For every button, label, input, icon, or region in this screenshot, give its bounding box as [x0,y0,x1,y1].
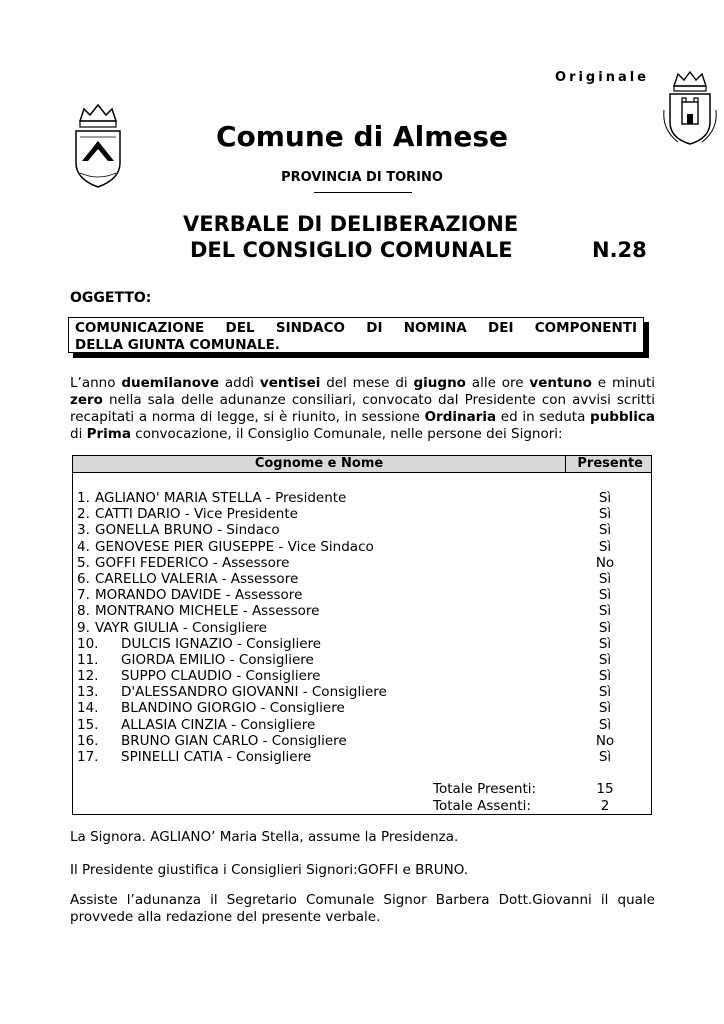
row-number: 12. [77,668,99,685]
table-row [77,490,649,506]
member-name: CARELLO VALERIA - Assessore [95,570,299,587]
row-number: 1. [77,490,90,506]
presence-value: Sì [598,684,612,701]
member-name: CATTI DARIO - Vice Presidente [95,506,298,523]
row-number: 7. [77,587,90,604]
presence-value: Sì [598,635,612,652]
table-row [77,636,649,652]
table-row [77,603,649,619]
presence-value: No [595,554,615,571]
col-header-presente: Presente [577,456,643,471]
row-number: 17. [77,749,99,765]
member-name: GENOVESE PIER GIUSEPPE - Vice Sindaco [95,538,374,555]
table-row [77,506,649,522]
totale-presenti-label: Totale Presenti: [433,781,537,797]
totale-assenti-row [433,798,645,815]
table-header [73,456,651,473]
table-row [77,684,649,700]
member-name: SPINELLI CATIA - Consigliere [121,749,312,765]
presence-value: Sì [598,506,612,523]
table-row [77,733,649,749]
presence-value: Sì [598,490,612,506]
table-row [77,587,649,603]
col-header-name: Cognome e Nome [254,456,384,471]
totale-assenti-label: Totale Assenti: [433,798,531,814]
presence-value: Sì [598,538,612,555]
verbale-title-line1: VERBALE DI DELIBERAZIONE [183,212,519,236]
presence-value: Sì [598,619,612,636]
divider [314,192,412,193]
originale-label: Originale [555,70,649,85]
table-row [77,620,649,636]
page-title: Comune di Almese [215,120,509,153]
totale-assenti-value: 2 [600,798,610,814]
member-name: BRUNO GIAN CARLO - Consigliere [121,732,347,749]
member-name: D'ALESSANDRO GIOVANNI - Consigliere [121,684,387,701]
row-number: 4. [77,538,90,555]
member-name: ALLASIA CINZIA - Consigliere [121,716,316,733]
row-number: 13. [77,684,99,701]
table-row [77,717,649,733]
table-row [77,668,649,684]
presence-value: No [595,732,615,749]
attendance-table [72,455,652,815]
presence-value: Sì [598,716,612,733]
presence-value: Sì [598,570,612,587]
row-number: 2. [77,506,90,523]
row-number: 8. [77,603,90,620]
member-name: MORANDO DAVIDE - Assessore [95,587,303,604]
table-body [77,490,649,765]
member-name: GIORDA EMILIO - Consigliere [121,651,314,668]
provincia-label: PROVINCIA DI TORINO [281,170,443,185]
member-name: DULCIS IGNAZIO - Consigliere [121,635,322,652]
giustifica-paragraph: Il Presidente giustifica i Consiglieri Signori:GOFFI e BRUNO. [70,862,469,878]
row-number: 11. [77,651,99,668]
presence-value: Sì [598,668,612,685]
table-row [77,522,649,538]
row-number: 9. [77,619,90,636]
verbale-title-line2: DEL CONSIGLIO COMUNALE [190,238,513,262]
member-name: BLANDINO GIORGIO - Consigliere [121,700,345,717]
oggetto-line2: DELLA GIUNTA COMUNALE. [75,337,280,353]
member-name: GONELLA BRUNO - Sindaco [95,522,280,539]
row-number: 16. [77,732,99,749]
member-name: AGLIANO' MARIA STELLA - Presidente [95,490,347,506]
table-row [77,571,649,587]
presence-value: Sì [598,749,612,765]
presence-value: Sì [598,700,612,717]
oggetto-box [68,317,644,353]
presence-value: Sì [598,522,612,539]
presidenza-paragraph: La Signora. AGLIANO’ Maria Stella, assume la Presidenza. [70,829,459,845]
table-row [77,652,649,668]
member-name: GOFFI FEDERICO - Assessore [95,554,290,571]
table-row [77,749,649,765]
presence-value: Sì [598,651,612,668]
row-number: 3. [77,522,90,539]
member-name: MONTRANO MICHELE - Assessore [95,603,320,620]
presence-value: Sì [598,587,612,604]
oggetto-label: OGGETTO: [70,290,152,306]
member-name: VAYR GIULIA - Consigliere [95,619,267,636]
table-row [77,555,649,571]
row-number: 6. [77,570,90,587]
table-row [77,700,649,716]
totale-presenti-row [433,781,645,798]
presence-value: Sì [598,603,612,620]
row-number: 10. [77,635,99,652]
intro-paragraph: L’anno duemilanove addì ventisei del mese di giugno alle ore ventuno e minuti zero nella sala delle adunanze consiliari, convocato dal Presidente con avvisi scritti recapitati a norma di legge, si è riunito, in sessione Ordinaria ed in seduta pubblica di Prima convocazione, il Consiglio Comunale, nelle persone dei Signori: [70,375,655,442]
row-number: 15. [77,716,99,733]
totale-presenti-value: 15 [596,781,614,797]
oggetto-line1: COMUNICAZIONE DEL SINDACO DI NOMINA DEI COMPONENTI [75,320,637,336]
member-name: SUPPO CLAUDIO - Consigliere [121,668,321,685]
deliberation-number: N.28 [592,238,647,262]
row-number: 5. [77,554,90,571]
row-number: 14. [77,700,99,717]
table-row [77,539,649,555]
segretario-paragraph: Assiste l’adunanza il Segretario Comunale Signor Barbera Dott.Giovanni il quale provvede alla redazione del presente verbale. [70,892,655,925]
